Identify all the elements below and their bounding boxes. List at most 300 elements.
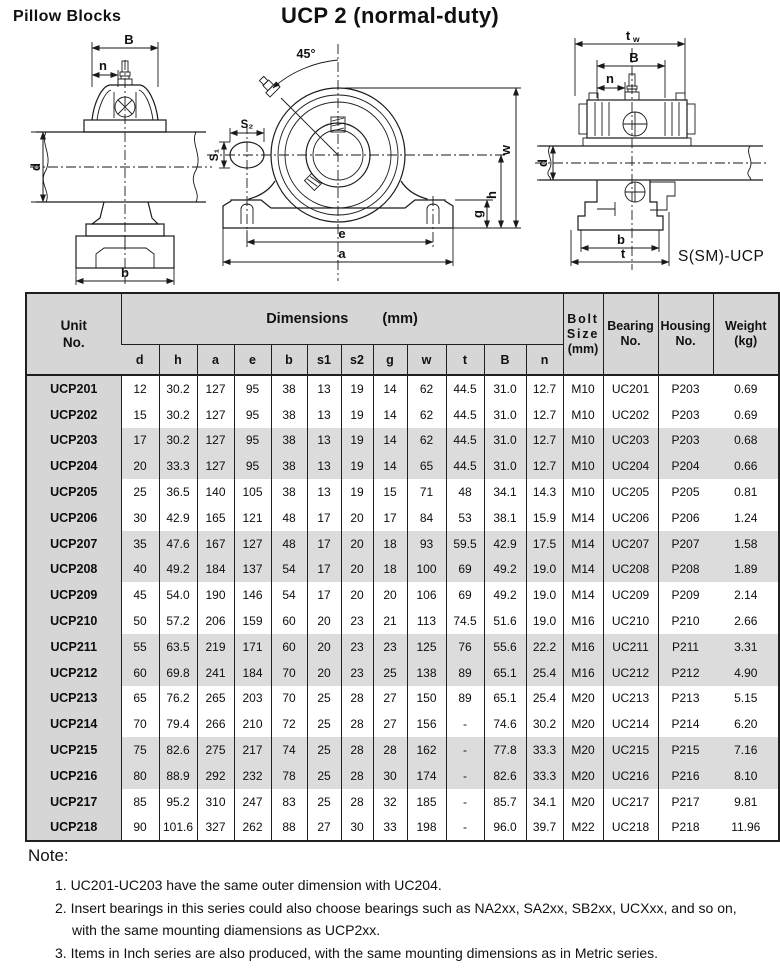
- weight-cell: 3.31: [713, 634, 779, 660]
- table-row: [26, 428, 779, 454]
- dim-label-b: b: [121, 265, 129, 280]
- table-row: [26, 789, 779, 815]
- dim-value-cell: 25: [373, 660, 407, 686]
- dim-value-cell: 14: [373, 453, 407, 479]
- dim-value-cell: 31.0: [484, 402, 526, 428]
- unit-no-cell: UCP203: [26, 428, 121, 454]
- bolt-size-cell: M10: [563, 402, 603, 428]
- dim-value-cell: 30: [341, 815, 373, 842]
- dim-value-cell: 13: [307, 375, 341, 402]
- dim-value-cell: 203: [234, 686, 271, 712]
- weight-cell: 1.24: [713, 505, 779, 531]
- dim-value-cell: 38: [271, 375, 307, 402]
- dim-value-cell: 28: [341, 737, 373, 763]
- housing-no-cell: P203: [658, 428, 713, 454]
- table-row: [26, 375, 779, 402]
- bolt-size-cell: M14: [563, 557, 603, 583]
- housing-no-cell: P205: [658, 479, 713, 505]
- dim-value-cell: 70: [271, 686, 307, 712]
- unit-no-cell: UCP209: [26, 582, 121, 608]
- bearing-no-cell: UC205: [603, 479, 658, 505]
- dim-value-cell: 44.5: [446, 375, 484, 402]
- dim-value-cell: 31.0: [484, 453, 526, 479]
- dim-value-cell: 20: [341, 531, 373, 557]
- dim-value-cell: 60: [121, 660, 159, 686]
- dim-label-B: B: [124, 32, 134, 47]
- dim-value-cell: 36.5: [159, 479, 197, 505]
- bolt-size-cell: M10: [563, 453, 603, 479]
- unit-no-cell: UCP213: [26, 686, 121, 712]
- header-bolt-line3: (mm): [567, 341, 599, 356]
- table-row: [26, 737, 779, 763]
- dim-value-cell: 18: [373, 531, 407, 557]
- header-bearing-line2: No.: [620, 334, 641, 348]
- bolt-size-cell: M14: [563, 582, 603, 608]
- dim-value-cell: 34.1: [526, 789, 563, 815]
- dim-value-cell: 44.5: [446, 402, 484, 428]
- dim-value-cell: 38: [271, 428, 307, 454]
- dim-label-n: n: [606, 71, 614, 86]
- dim-value-cell: 65.1: [484, 660, 526, 686]
- bolt-size-cell: M10: [563, 375, 603, 402]
- dim-value-cell: 14: [373, 375, 407, 402]
- housing-no-cell: P203: [658, 402, 713, 428]
- dim-value-cell: 185: [407, 789, 446, 815]
- dim-value-cell: 63.5: [159, 634, 197, 660]
- header-col-t: t: [446, 345, 484, 376]
- housing-no-cell: P212: [658, 660, 713, 686]
- dim-value-cell: 20: [121, 453, 159, 479]
- dim-value-cell: 210: [234, 711, 271, 737]
- unit-no-cell: UCP202: [26, 402, 121, 428]
- dim-value-cell: 27: [373, 711, 407, 737]
- housing-no-cell: P203: [658, 375, 713, 402]
- dim-value-cell: 19: [341, 402, 373, 428]
- dim-value-cell: 121: [234, 505, 271, 531]
- header-col-a: a: [197, 345, 234, 376]
- bolt-size-cell: M16: [563, 660, 603, 686]
- unit-no-cell: UCP205: [26, 479, 121, 505]
- dim-value-cell: 19: [341, 479, 373, 505]
- dim-value-cell: 25: [307, 686, 341, 712]
- dim-value-cell: 100: [407, 557, 446, 583]
- dim-value-cell: 33.3: [159, 453, 197, 479]
- dim-value-cell: 146: [234, 582, 271, 608]
- housing-no-cell: P213: [658, 686, 713, 712]
- dim-value-cell: 85: [121, 789, 159, 815]
- dim-value-cell: 13: [307, 453, 341, 479]
- header-col-d: d: [121, 345, 159, 376]
- dim-value-cell: 62: [407, 375, 446, 402]
- table-row: [26, 505, 779, 531]
- dim-value-cell: 65.1: [484, 686, 526, 712]
- weight-cell: 1.89: [713, 557, 779, 583]
- header-housing-line2: No.: [675, 334, 696, 348]
- bearing-no-cell: UC216: [603, 763, 658, 789]
- header-dimensions-unit: (mm): [382, 311, 418, 327]
- dim-value-cell: 74.6: [484, 711, 526, 737]
- dim-value-cell: -: [446, 815, 484, 842]
- dim-value-cell: 27: [307, 815, 341, 842]
- note-item-2: 2. Insert bearings in this series could also choose bearings such as NA2xx, SA2xx, SB2xx, UCXxx, and so on, with the same mounting diamensions as UCP2xx.: [55, 899, 737, 938]
- bolt-size-cell: M10: [563, 428, 603, 454]
- bolt-size-cell: M16: [563, 634, 603, 660]
- dim-value-cell: 127: [234, 531, 271, 557]
- note-item-3: 3. Items in Inch series are also produced, with the same mounting dimensions as in Metric series.: [55, 944, 659, 961]
- table-row: [26, 402, 779, 428]
- header-bearing-line1: Bearing: [607, 319, 654, 333]
- dim-value-cell: 20: [341, 582, 373, 608]
- dim-value-cell: 55: [121, 634, 159, 660]
- weight-cell: 1.58: [713, 531, 779, 557]
- dim-value-cell: 62: [407, 402, 446, 428]
- dim-value-cell: 89: [446, 660, 484, 686]
- drawing-front-view: [205, 38, 540, 288]
- dim-value-cell: 39.7: [526, 815, 563, 842]
- dim-value-cell: 85.7: [484, 789, 526, 815]
- dimension-table: [25, 292, 780, 842]
- dim-value-cell: -: [446, 737, 484, 763]
- weight-cell: 11.96: [713, 815, 779, 842]
- dim-value-cell: 20: [341, 505, 373, 531]
- dim-value-cell: 127: [197, 428, 234, 454]
- header-unit-line1: Unit: [60, 318, 87, 333]
- bearing-no-cell: UC204: [603, 453, 658, 479]
- unit-no-cell: UCP217: [26, 789, 121, 815]
- header-weight-line1: Weight: [725, 319, 767, 333]
- dim-label-a: a: [338, 246, 346, 261]
- dim-value-cell: 19: [341, 428, 373, 454]
- weight-cell: 0.68: [713, 428, 779, 454]
- dim-value-cell: 12.7: [526, 453, 563, 479]
- table-row: [26, 557, 779, 583]
- dim-value-cell: 48: [271, 505, 307, 531]
- dim-value-cell: 20: [307, 660, 341, 686]
- dim-value-cell: 217: [234, 737, 271, 763]
- dim-value-cell: 113: [407, 608, 446, 634]
- dim-value-cell: 75: [121, 737, 159, 763]
- dim-label-e: e: [338, 226, 346, 241]
- dim-label-w: w: [498, 144, 513, 156]
- dim-value-cell: 167: [197, 531, 234, 557]
- dim-value-cell: 48: [446, 479, 484, 505]
- housing-no-cell: P216: [658, 763, 713, 789]
- dim-label-tw-sub: w: [633, 34, 640, 44]
- dim-value-cell: 327: [197, 815, 234, 842]
- dim-value-cell: 70: [271, 660, 307, 686]
- header-housing-no: [658, 293, 713, 375]
- dim-value-cell: 51.6: [484, 608, 526, 634]
- housing-no-cell: P206: [658, 505, 713, 531]
- dim-label-t: t: [620, 246, 626, 261]
- dim-value-cell: 95: [234, 402, 271, 428]
- drawing-section-view: [535, 30, 770, 275]
- dim-value-cell: 44.5: [446, 428, 484, 454]
- dim-label-s2: S₂: [240, 119, 254, 131]
- header-housing-line1: Housing: [660, 319, 711, 333]
- dim-value-cell: 174: [407, 763, 446, 789]
- dim-value-cell: 17.5: [526, 531, 563, 557]
- weight-cell: 6.20: [713, 711, 779, 737]
- dim-value-cell: 93: [407, 531, 446, 557]
- dim-value-cell: 49.2: [484, 582, 526, 608]
- dim-value-cell: 23: [341, 608, 373, 634]
- dim-value-cell: 241: [197, 660, 234, 686]
- dim-label-g: g: [470, 210, 485, 218]
- weight-cell: 2.14: [713, 582, 779, 608]
- dim-value-cell: 20: [307, 634, 341, 660]
- dim-value-cell: -: [446, 763, 484, 789]
- dim-value-cell: -: [446, 789, 484, 815]
- dim-value-cell: 50: [121, 608, 159, 634]
- dim-value-cell: 127: [197, 453, 234, 479]
- dim-value-cell: 33.3: [526, 737, 563, 763]
- unit-no-cell: UCP214: [26, 711, 121, 737]
- housing-no-cell: P217: [658, 789, 713, 815]
- dim-value-cell: 13: [307, 428, 341, 454]
- bearing-no-cell: UC207: [603, 531, 658, 557]
- unit-no-cell: UCP204: [26, 453, 121, 479]
- header-col-h: h: [159, 345, 197, 376]
- header-weight: [713, 293, 779, 375]
- dim-value-cell: 95: [234, 453, 271, 479]
- dim-value-cell: 22.2: [526, 634, 563, 660]
- weight-cell: 0.81: [713, 479, 779, 505]
- dim-value-cell: 232: [234, 763, 271, 789]
- bearing-no-cell: UC201: [603, 375, 658, 402]
- weight-cell: 0.69: [713, 402, 779, 428]
- dim-value-cell: 265: [197, 686, 234, 712]
- unit-no-cell: UCP208: [26, 557, 121, 583]
- dim-value-cell: 53: [446, 505, 484, 531]
- dim-value-cell: 42.9: [159, 505, 197, 531]
- table-row: [26, 582, 779, 608]
- dim-value-cell: 19: [341, 375, 373, 402]
- dim-value-cell: 31.0: [484, 428, 526, 454]
- dim-value-cell: 95: [234, 428, 271, 454]
- header-col-w: w: [407, 345, 446, 376]
- dim-value-cell: 310: [197, 789, 234, 815]
- dim-value-cell: 25.4: [526, 686, 563, 712]
- unit-no-cell: UCP211: [26, 634, 121, 660]
- dim-value-cell: 15.9: [526, 505, 563, 531]
- dim-value-cell: 140: [197, 479, 234, 505]
- dim-value-cell: 80: [121, 763, 159, 789]
- table-body: [26, 375, 779, 841]
- dim-value-cell: 165: [197, 505, 234, 531]
- dim-value-cell: 17: [307, 557, 341, 583]
- dim-value-cell: 69: [446, 582, 484, 608]
- dim-value-cell: 13: [307, 479, 341, 505]
- dim-label-B: B: [629, 50, 639, 65]
- dim-value-cell: 17: [307, 505, 341, 531]
- dim-value-cell: 219: [197, 634, 234, 660]
- dim-value-cell: 198: [407, 815, 446, 842]
- dim-value-cell: 31.0: [484, 375, 526, 402]
- dim-value-cell: 206: [197, 608, 234, 634]
- dim-label-d: d: [28, 163, 43, 171]
- header-bearing-no: [603, 293, 658, 375]
- angle-label: 45°: [296, 47, 316, 61]
- dim-value-cell: 292: [197, 763, 234, 789]
- header-dimensions-label: Dimensions: [266, 311, 349, 327]
- dim-value-cell: 95: [234, 375, 271, 402]
- dim-label-h: h: [484, 191, 499, 199]
- housing-no-cell: P210: [658, 608, 713, 634]
- dim-value-cell: 25.4: [526, 660, 563, 686]
- dim-value-cell: 65: [121, 686, 159, 712]
- bearing-no-cell: UC218: [603, 815, 658, 842]
- dim-value-cell: 125: [407, 634, 446, 660]
- dim-value-cell: 19.0: [526, 557, 563, 583]
- dim-value-cell: 59.5: [446, 531, 484, 557]
- dim-label-n: n: [99, 58, 107, 73]
- dim-value-cell: 28: [341, 686, 373, 712]
- dim-value-cell: 55.6: [484, 634, 526, 660]
- dim-value-cell: 14.3: [526, 479, 563, 505]
- bolt-size-cell: M20: [563, 686, 603, 712]
- header-col-g: g: [373, 345, 407, 376]
- dim-value-cell: 137: [234, 557, 271, 583]
- bearing-no-cell: UC213: [603, 686, 658, 712]
- unit-no-cell: UCP215: [26, 737, 121, 763]
- bolt-size-cell: M20: [563, 711, 603, 737]
- dim-value-cell: 247: [234, 789, 271, 815]
- table-row: [26, 479, 779, 505]
- housing-no-cell: P207: [658, 531, 713, 557]
- weight-cell: 0.69: [713, 375, 779, 402]
- dim-value-cell: 275: [197, 737, 234, 763]
- dim-value-cell: 14: [373, 428, 407, 454]
- dim-value-cell: 48: [271, 531, 307, 557]
- dim-value-cell: 25: [307, 763, 341, 789]
- dim-value-cell: 19.0: [526, 582, 563, 608]
- dim-value-cell: 162: [407, 737, 446, 763]
- dim-label-b: b: [617, 232, 625, 247]
- header-bolt-line2: Size: [566, 326, 600, 341]
- bearing-no-cell: UC208: [603, 557, 658, 583]
- bolt-size-cell: M16: [563, 608, 603, 634]
- dim-value-cell: 27: [373, 686, 407, 712]
- dim-value-cell: 30.2: [159, 375, 197, 402]
- dim-value-cell: 74.5: [446, 608, 484, 634]
- dim-value-cell: 30: [121, 505, 159, 531]
- dim-value-cell: 83: [271, 789, 307, 815]
- weight-cell: 9.81: [713, 789, 779, 815]
- housing-no-cell: P208: [658, 557, 713, 583]
- dim-value-cell: 25: [307, 711, 341, 737]
- unit-no-cell: UCP210: [26, 608, 121, 634]
- housing-no-cell: P211: [658, 634, 713, 660]
- dim-value-cell: 106: [407, 582, 446, 608]
- weight-cell: 4.90: [713, 660, 779, 686]
- bearing-no-cell: UC202: [603, 402, 658, 428]
- dim-value-cell: 184: [234, 660, 271, 686]
- dim-value-cell: 33: [373, 815, 407, 842]
- weight-cell: 2.66: [713, 608, 779, 634]
- dim-value-cell: 62: [407, 428, 446, 454]
- weight-cell: 7.16: [713, 737, 779, 763]
- page-title: UCP 2 (normal-duty): [281, 3, 499, 28]
- dim-value-cell: 171: [234, 634, 271, 660]
- header-col-e: e: [234, 345, 271, 376]
- dim-value-cell: 74: [271, 737, 307, 763]
- bolt-size-cell: M20: [563, 789, 603, 815]
- table-row: [26, 453, 779, 479]
- table-row: [26, 686, 779, 712]
- dim-value-cell: 33.3: [526, 763, 563, 789]
- dim-value-cell: 35: [121, 531, 159, 557]
- dim-value-cell: 101.6: [159, 815, 197, 842]
- dim-value-cell: 42.9: [484, 531, 526, 557]
- dim-value-cell: 150: [407, 686, 446, 712]
- dim-value-cell: 30.2: [526, 711, 563, 737]
- dim-value-cell: 69.8: [159, 660, 197, 686]
- dim-value-cell: 76.2: [159, 686, 197, 712]
- unit-no-cell: UCP207: [26, 531, 121, 557]
- dim-value-cell: 88.9: [159, 763, 197, 789]
- housing-no-cell: P209: [658, 582, 713, 608]
- dim-value-cell: 28: [341, 711, 373, 737]
- dim-value-cell: 159: [234, 608, 271, 634]
- note-item-1: 1. UC201-UC203 have the same outer dimension with UC204.: [55, 877, 442, 893]
- dim-value-cell: 38.1: [484, 505, 526, 531]
- table-row: [26, 660, 779, 686]
- dim-value-cell: 21: [373, 608, 407, 634]
- dim-value-cell: 88: [271, 815, 307, 842]
- dim-value-cell: 190: [197, 582, 234, 608]
- dim-value-cell: 28: [341, 763, 373, 789]
- table-row: [26, 531, 779, 557]
- header-weight-line2: (kg): [734, 334, 758, 348]
- bolt-size-cell: M14: [563, 531, 603, 557]
- housing-no-cell: P215: [658, 737, 713, 763]
- dim-value-cell: 49.2: [159, 557, 197, 583]
- dim-value-cell: 82.6: [159, 737, 197, 763]
- dim-value-cell: 17: [373, 505, 407, 531]
- dim-value-cell: 84: [407, 505, 446, 531]
- dim-label-s1: S₁: [209, 148, 221, 162]
- unit-no-cell: UCP218: [26, 815, 121, 842]
- dim-value-cell: -: [446, 711, 484, 737]
- dim-value-cell: 76: [446, 634, 484, 660]
- header-bolt-line1: Bolt: [567, 311, 599, 326]
- dim-value-cell: 17: [307, 531, 341, 557]
- dim-value-cell: 30.2: [159, 402, 197, 428]
- bolt-size-cell: M20: [563, 763, 603, 789]
- dim-value-cell: 14: [373, 402, 407, 428]
- bearing-no-cell: UC209: [603, 582, 658, 608]
- dim-value-cell: 70: [121, 711, 159, 737]
- dim-value-cell: 12.7: [526, 428, 563, 454]
- header-col-n: n: [526, 345, 563, 376]
- dim-value-cell: 28: [373, 737, 407, 763]
- dim-value-cell: 25: [121, 479, 159, 505]
- dim-label-d: d: [535, 159, 550, 167]
- dim-value-cell: 30.2: [159, 428, 197, 454]
- unit-no-cell: UCP206: [26, 505, 121, 531]
- dim-value-cell: 89: [446, 686, 484, 712]
- dim-value-cell: 32: [373, 789, 407, 815]
- header-col-b: b: [271, 345, 307, 376]
- table-row: [26, 711, 779, 737]
- dim-value-cell: 127: [197, 402, 234, 428]
- dim-value-cell: 78: [271, 763, 307, 789]
- dim-value-cell: 72: [271, 711, 307, 737]
- bearing-no-cell: UC212: [603, 660, 658, 686]
- dim-value-cell: 69: [446, 557, 484, 583]
- dim-value-cell: 34.1: [484, 479, 526, 505]
